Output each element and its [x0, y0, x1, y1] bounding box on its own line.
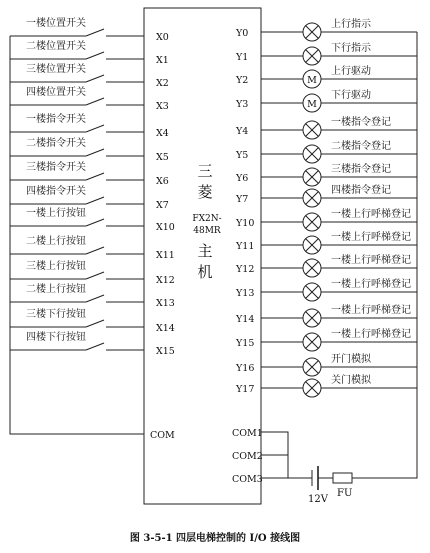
input-row [10, 39, 169, 66]
input-pin-label: X1 [156, 55, 169, 66]
input-pin-label: X10 [156, 222, 175, 233]
output-pin-label: Y4 [236, 126, 249, 137]
lamp-icon [303, 358, 321, 376]
com3-pin-label: COM3 [232, 474, 263, 485]
lamp-icon [303, 47, 321, 65]
input-label: 二楼位置开关 [26, 41, 86, 52]
lamp-icon [303, 379, 321, 397]
motor-icon [303, 70, 321, 88]
output-pin-label: Y5 [236, 150, 249, 161]
output-circuit [235, 17, 417, 397]
input-label: 二楼指令开关 [26, 138, 86, 149]
lamp-icon [303, 309, 321, 327]
output-label: 一楼上行呼梯登记 [331, 279, 411, 290]
output-row [235, 17, 417, 41]
com1-pin-label: COM1 [232, 428, 263, 439]
switch-contact [86, 247, 104, 254]
switch-contact [86, 52, 104, 59]
switch-contact [86, 295, 104, 302]
output-label: 下行驱动 [331, 90, 371, 101]
battery-12v [312, 466, 333, 490]
output-pin-label: Y0 [236, 28, 249, 39]
figure-caption: 图 3-5-1 四层电梯控制的 I/O 接线图 [129, 533, 301, 544]
input-label: 四楼指令开关 [26, 186, 86, 197]
motor-symbol: M [307, 75, 317, 86]
switch-contact [86, 272, 104, 279]
input-label: 一楼指令开关 [26, 114, 86, 125]
output-row [235, 88, 417, 112]
output-row [235, 327, 417, 351]
output-label: 一楼指令登记 [331, 117, 391, 128]
output-label: 关门模拟 [331, 375, 371, 386]
com-pin-label: COM [150, 430, 175, 441]
output-label: 一楼上行呼梯登记 [331, 329, 411, 340]
switch-contact [86, 219, 104, 226]
input-row [10, 16, 169, 43]
input-pin-label: X14 [156, 323, 175, 334]
output-row [235, 139, 417, 163]
input-pin-label: X12 [156, 275, 175, 286]
output-label: 一楼上行呼梯登记 [331, 255, 411, 266]
output-row [235, 253, 417, 277]
plc-model-line-2: 48MR [193, 226, 221, 236]
input-pin-label: X2 [156, 78, 169, 89]
output-row [235, 352, 417, 376]
input-pin-label: X7 [156, 200, 169, 211]
fuse-label: FU [337, 488, 353, 499]
input-label: 三楼下行按钮 [26, 309, 86, 320]
lamp-icon [303, 23, 321, 41]
lamp-icon [303, 333, 321, 351]
switch-contact [86, 125, 104, 132]
input-circuit [10, 16, 175, 357]
input-row [10, 234, 175, 261]
output-pin-label: Y6 [236, 173, 249, 184]
lamp-icon [303, 259, 321, 277]
output-pin-label: Y3 [236, 99, 249, 110]
input-row [10, 112, 169, 139]
output-pin-label: Y10 [236, 218, 255, 229]
output-pin-label: Y2 [236, 75, 249, 86]
switch-contact [86, 29, 104, 36]
input-label: 一楼上行按钮 [26, 208, 86, 219]
output-pin-label: Y14 [236, 314, 255, 325]
switch-contact [86, 343, 104, 350]
motor-symbol: M [307, 99, 317, 110]
input-pin-label: X5 [156, 152, 169, 163]
switch-contact [86, 197, 104, 204]
input-row [10, 136, 169, 163]
output-pin-label: Y11 [236, 241, 255, 252]
input-label: 二楼上行按钮 [26, 236, 86, 247]
input-pin-label: X4 [156, 128, 169, 139]
output-pin-label: Y12 [236, 264, 255, 275]
switch-contact [86, 75, 104, 82]
switch-contact [86, 98, 104, 105]
input-row [10, 62, 169, 89]
output-label: 二楼指令登记 [331, 141, 391, 152]
switch-contact [86, 149, 104, 156]
input-row [10, 282, 175, 309]
input-label: 二楼上行按钮 [26, 284, 86, 295]
lamp-icon [303, 168, 321, 186]
output-label: 三楼指令登记 [331, 164, 391, 175]
output-row [235, 64, 417, 88]
output-label: 一楼上行呼梯登记 [331, 209, 411, 220]
output-row [235, 162, 417, 186]
output-label: 上行指示 [331, 19, 371, 30]
output-pin-label: Y17 [236, 384, 255, 395]
switch-contact [86, 320, 104, 327]
output-pin-label: Y16 [236, 363, 255, 374]
plc-brand-char-2: 菱 [197, 183, 213, 201]
output-pin-label: Y1 [236, 52, 249, 63]
lamp-icon [303, 145, 321, 163]
input-row [10, 206, 175, 233]
input-label: 三楼位置开关 [26, 64, 86, 75]
output-label: 上行驱动 [331, 66, 371, 77]
input-pin-label: X15 [156, 346, 175, 357]
switch-contact [86, 173, 104, 180]
output-label: 开门模拟 [331, 354, 371, 365]
input-row [10, 330, 175, 357]
input-pin-label: X6 [156, 176, 169, 187]
input-pin-label: X11 [156, 250, 175, 261]
lamp-icon [303, 189, 321, 207]
input-row [10, 259, 175, 286]
plc-host-char-2: 机 [197, 263, 213, 281]
input-row [10, 85, 169, 112]
lamp-icon [303, 283, 321, 301]
input-pin-label: X3 [156, 101, 169, 112]
output-row [235, 41, 417, 65]
lamp-icon [303, 213, 321, 231]
input-pin-label: X13 [156, 298, 175, 309]
output-label: 一楼上行呼梯登记 [331, 305, 411, 316]
output-pin-label: Y15 [236, 338, 255, 349]
output-row [235, 277, 417, 301]
input-row [10, 307, 175, 334]
input-row [10, 160, 169, 187]
input-label: 一楼位置开关 [26, 18, 86, 29]
motor-icon [303, 94, 321, 112]
plc-host-char-1: 主 [197, 242, 213, 260]
plc-model-line-1: FX2N- [192, 214, 222, 224]
output-pin-label: Y13 [236, 288, 255, 299]
output-row [235, 115, 417, 139]
output-row [235, 230, 417, 254]
input-label: 三楼上行按钮 [26, 261, 86, 272]
input-label: 三楼指令开关 [26, 162, 86, 173]
input-label: 四楼下行按钮 [26, 332, 86, 343]
fuse [333, 473, 352, 483]
output-pin-label: Y7 [236, 194, 249, 205]
plc-brand-char-1: 三 [197, 162, 213, 180]
battery-voltage-label: 12V [308, 494, 328, 505]
output-label: 一楼上行呼梯登记 [331, 232, 411, 243]
output-row [235, 373, 417, 397]
lamp-icon [303, 236, 321, 254]
input-pin-label: X0 [156, 32, 169, 43]
input-label: 四楼位置开关 [26, 87, 86, 98]
output-row [235, 183, 417, 207]
com2-pin-label: COM2 [232, 451, 263, 462]
output-label: 下行指示 [331, 43, 371, 54]
output-label: 四楼指令登记 [331, 185, 391, 196]
input-row [10, 184, 169, 211]
output-row [235, 303, 417, 327]
output-row [235, 207, 417, 231]
lamp-icon [303, 121, 321, 139]
